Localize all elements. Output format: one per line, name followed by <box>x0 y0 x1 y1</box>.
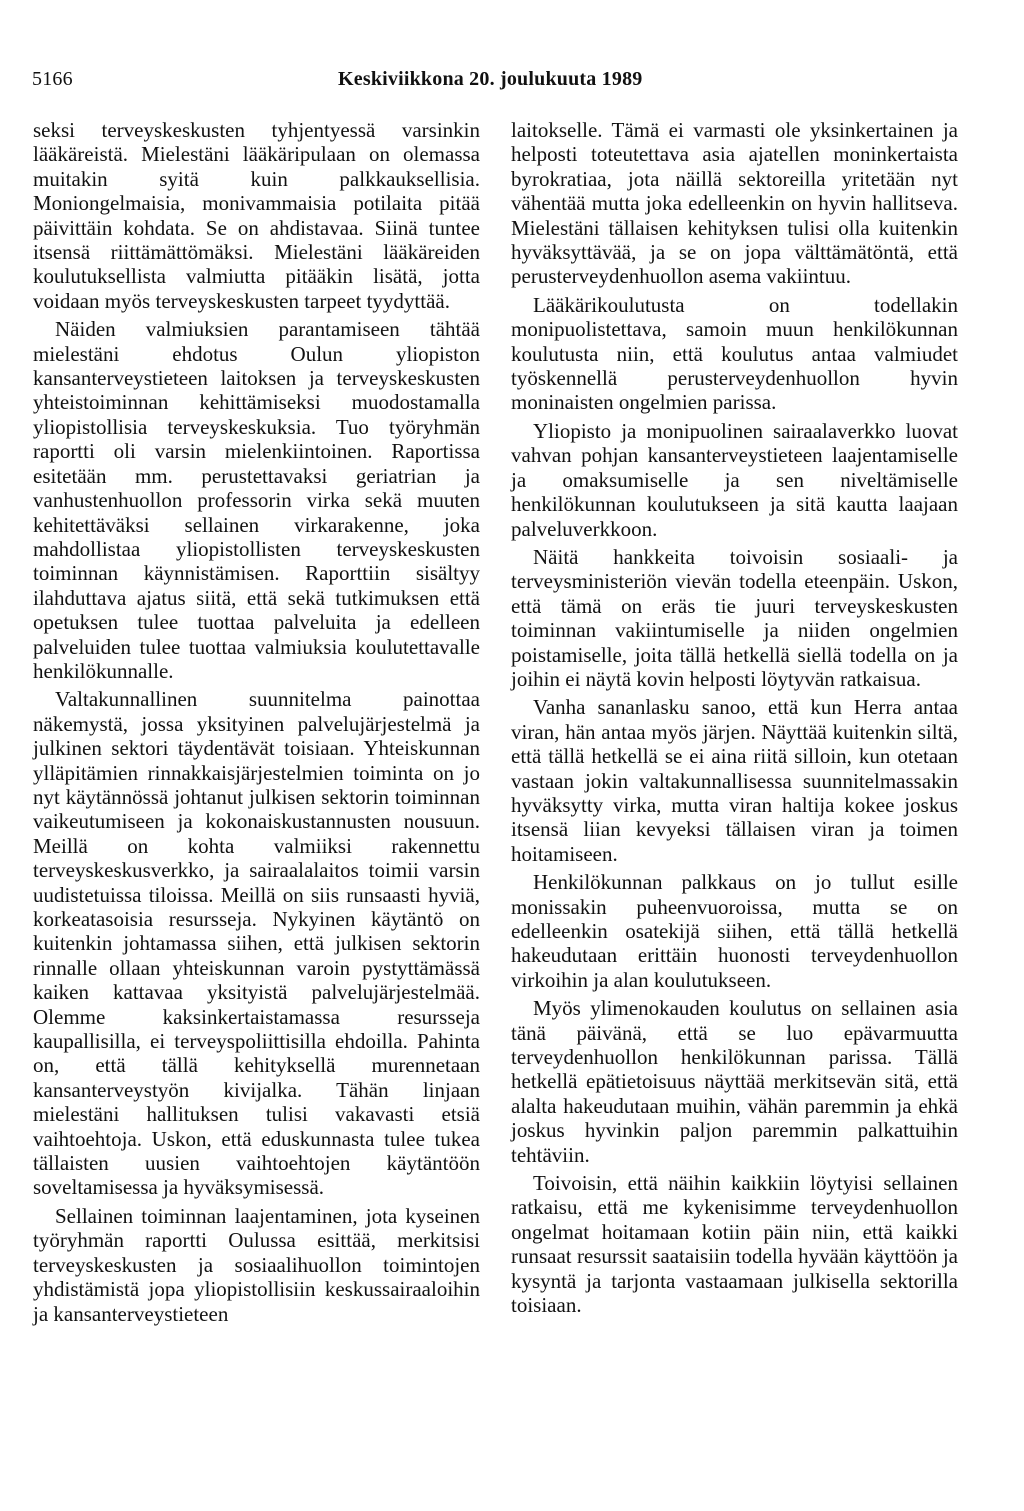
paragraph: seksi terveyskeskusten tyhjentyessä varsinkin lääkäreistä. Mielestäni lääkäripulaan on olemassa muitakin syitä kuin palkkauksellisia. Moniongelmaisia, monivammaisia potilaita pitää päivittäin kohdata. Se on ahdistavaa. Siinä tuntee itsensä riittämättömäksi. Mielestäni lääkäreiden koulutuksellista valmiutta pitääkin lisätä, jotta voidaan myös terveyskeskusten tarpeet tyydyttää. <box>33 118 480 313</box>
page-header <box>32 68 992 98</box>
paragraph: Sellainen toiminnan laajentaminen, jota kyseinen työryhmän raportti Oulussa esittää, merkitsisi terveyskeskusten ja sosiaalihuollon toimintojen yhdistämistä jopa yliopistollisiin keskussairaaloihin ja kansanterveystieteen <box>33 1203 480 1326</box>
left-column <box>33 118 480 1326</box>
paragraph: Vanha sananlasku sanoo, että kun Herra antaa viran, hän antaa myös järjen. Näyttää kuitenkin siltä, että tällä hetkellä se ei aina riitä silloin, kun otetaan vastaan jokin valtakunnallisessa suunnitelmassakin hyväksytty virka, mutta viran haltija kokee joskus itsensä liian kevyeksi tällaisen viran ja toimen hoitamiseen. <box>511 695 958 866</box>
paragraph: Lääkärikoulutusta on todellakin monipuolistettava, samoin muun henkilökunnan koulutusta niin, että koulutus antaa valmiudet työskennellä perusterveydenhuollon hyvin moninaisten ongelmien parissa. <box>511 292 958 415</box>
paragraph: Toivoisin, että näihin kaikkiin löytyisi sellainen ratkaisu, että me kykenisimme terveydenhuollon ongelmat hoitamaan kotiin päin niin, että kaikki runsaat resurssit saataisiin todella hyvään käyttöön ja kysyntä ja tarjonta vastaamaan julkisella sektorilla toisiaan. <box>511 1171 958 1318</box>
page-number: 5166 <box>32 68 73 90</box>
header-date: Keskiviikkona 20. joulukuuta 1989 <box>338 68 643 90</box>
paragraph: Näiden valmiuksien parantamiseen tähtää mielestäni ehdotus Oulun yliopiston kansanterveystieteen laitoksen ja terveyskeskusten yhteistoiminnan kehittämiseksi muodostamalla yliopistollisia terveyskeskuksia. Tuo työryhmän raportti oli varsin mielenkiintoinen. Raportissa esitetään mm. perustettavaksi geriatrian ja vanhustenhuollon professorin virka sekä muuten kehitettäväksi sellainen virkarakenne, joka mahdollistaa yliopistollisten terveyskeskusten toiminnan käynnistämisen. Raporttiin sisältyy ilahduttava ajatus siitä, että sekä tutkimuksen että opetuksen tulee tuottaa palveluita ja edelleen palveluiden tulee tuottaa valmiuksia koulutettavalle henkilökunnalle. <box>33 317 480 683</box>
paragraph: laitokselle. Tämä ei varmasti ole yksinkertainen ja helposti toteutettava asia ajatellen moninkertaista byrokratiaa, jota näillä sektoreilla yritetään nyt vähentää mutta joka edelleenkin on hyvin hallitseva. Mielestäni tällaisen kehityksen tulisi olla kuitenkin hyväksyttävää, ja se on jopa välttämätöntä, että perusterveydenhuollon asema vakiintuu. <box>511 118 958 289</box>
paragraph: Henkilökunnan palkkaus on jo tullut esille monissakin puheenvuoroissa, mutta se on edelleenkin osatekijä siihen, että tällä hetkellä hakeudutaan erittäin huonosti terveydenhuollon virkoihin ja alan koulutukseen. <box>511 870 958 992</box>
paragraph: Näitä hankkeita toivoisin sosiaali- ja terveysministeriön vievän todella eteenpäin. Uskon, että tämä on eräs tie juuri terveyskeskusten toiminnan vakiintumiselle ja niiden ongelmien poistamiselle, joita tällä hetkellä siellä todella on ja joihin ei näytä kovin helposti löytyvän ratkaisua. <box>511 544 958 691</box>
paragraph: Myös ylimenokauden koulutus on sellainen asia tänä päivänä, että se luo epävarmuutta terveydenhuollon henkilökunnan parissa. Tällä hetkellä epätietoisuus näyttää merkitsevän sitä, että alalta hakeudutaan muihin, vähän paremmin ja ehkä joskus hyvinkin paljon paremmin palkattuihin tehtäviin. <box>511 996 958 1167</box>
paragraph: Yliopisto ja monipuolinen sairaalaverkko luovat vahvan pohjan kansanterveystieteen laajentamiselle ja omaksumiselle ja sen niveltämiselle henkilökunnan koulutukseen ja sitä kautta laajaan palveluverkkoon. <box>511 418 958 541</box>
paragraph: Valtakunnallinen suunnitelma painottaa näkemystä, jossa yksityinen palvelujärjestelmä ja julkinen sektori täydentävät toisiaan. Yhteiskunnan ylläpitämien rinnakkaisjärjestelmien toiminta on jo nyt käytännössä johtanut julkisen sektorin toiminnan vaikeutumiseen ja kokonaiskustannusten nousuun. Meillä on kohta valmiiksi rakennettu terveyskeskusverkko, ja sairaalalaitos toimii varsin uudistetuissa tiloissa. Meillä on siis runsaasti hyviä, korkeatasoisia resursseja. Nykyinen käytäntö on kuitenkin johtamassa siihen, että julkisen sektorin rinnalle ollaan yhteiskunnan varoin pystyttämässä kaiken kattavaa yksityistä palvelujärjestelmää. Olemme kaksinkertaistamassa resursseja kaupallisilla, ei terveyspoliittisilla ehdoilla. Pahinta on, että tällä kehityksellä murennetaan kansanterveystyön kivijalka. Tähän linjaan mielestäni hallituksen tulisi vakavasti etsiä vaihtoehtoja. Uskon, että eduskunnasta tulee tukea tällaisten uusien vaihtoehtojen käytäntöön soveltamisessa ja hyväksymisessä. <box>33 687 480 1200</box>
right-column <box>511 118 958 1318</box>
